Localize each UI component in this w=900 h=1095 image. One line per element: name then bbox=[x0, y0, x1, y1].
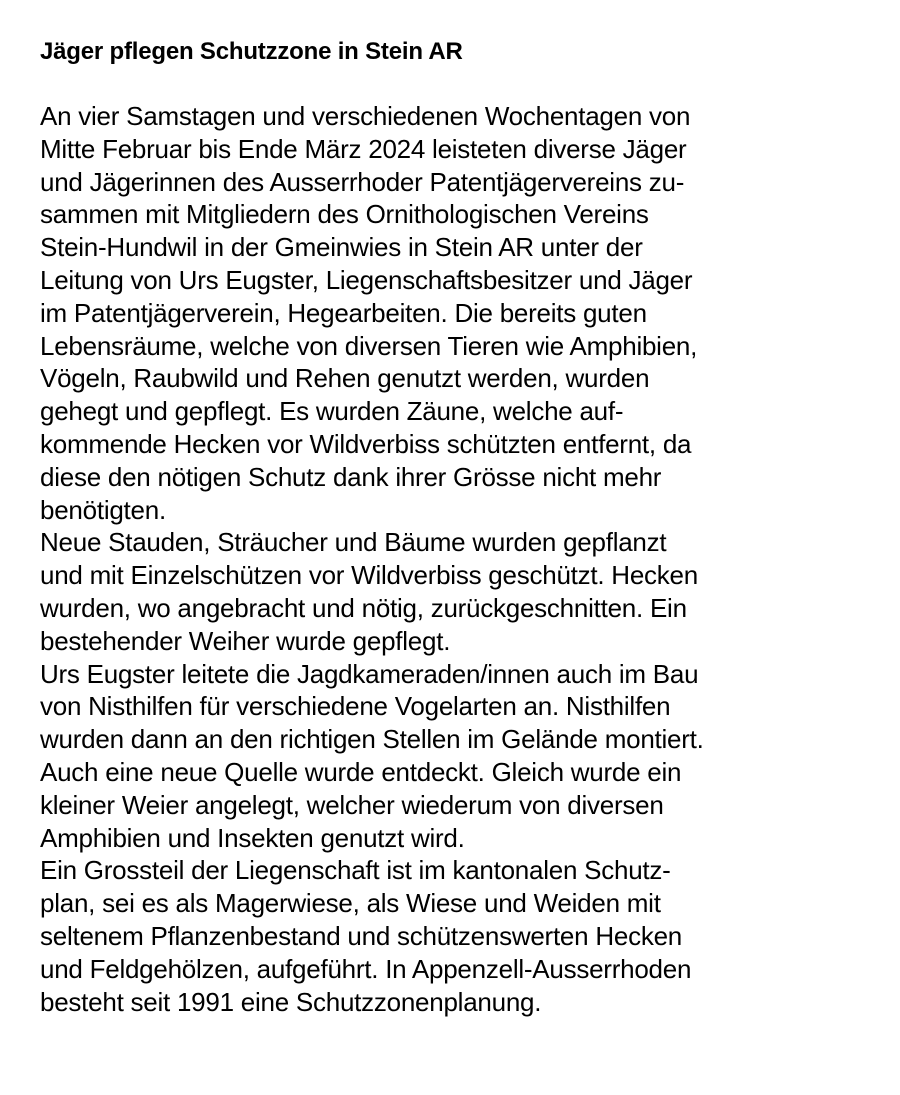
text-line: seltenem Pflanzenbestand und schützenswerten Hecken bbox=[40, 920, 682, 951]
text-line: und Jägerinnen des Ausserrhoder Patentjägervereins zu- bbox=[40, 166, 685, 197]
text-line: und mit Einzelschützen vor Wildverbiss geschützt. Hecken bbox=[40, 560, 698, 591]
text-line: Stein-Hundwil in der Gmeinwies in Stein AR unter der bbox=[40, 232, 643, 263]
text-line: besteht seit 1991 eine Schutzzonenplanung. bbox=[40, 986, 542, 1017]
text-line: Urs Eugster leitete die Jagdkameraden/innen auch im Bau bbox=[40, 658, 699, 689]
text-line: Vögeln, Raubwild und Rehen genutzt werden, wurden bbox=[40, 363, 650, 394]
article-title: Jäger pflegen Schutzzone in Stein AR bbox=[40, 38, 463, 65]
text-line: von Nisthilfen für verschiedene Vogelarten an. Nisthilfen bbox=[40, 691, 671, 722]
text-line: sammen mit Mitgliedern des Ornithologischen Vereins bbox=[40, 199, 649, 230]
text-line: Ein Grossteil der Liegenschaft ist im kantonalen Schutz- bbox=[40, 855, 671, 886]
text-line: benötigten. bbox=[40, 494, 166, 525]
text-line: kommende Hecken vor Wildverbiss schützten entfernt, da bbox=[40, 428, 692, 459]
text-line: Neue Stauden, Sträucher und Bäume wurden gepflanzt bbox=[40, 527, 667, 558]
text-line: An vier Samstagen und verschiedenen Wochentagen von bbox=[40, 101, 691, 131]
text-line: im Patentjägerverein, Hegearbeiten. Die bereits guten bbox=[40, 297, 647, 328]
text-line: Mitte Februar bis Ende März 2024 leisteten diverse Jäger bbox=[40, 133, 687, 164]
text-line: bestehender Weiher wurde gepflegt. bbox=[40, 625, 451, 656]
text-line: Amphibien und Insekten genutzt wird. bbox=[40, 822, 465, 853]
text-line: Auch eine neue Quelle wurde entdeckt. Gleich wurde ein bbox=[40, 756, 682, 787]
text-line: Lebensräume, welche von diversen Tieren wie Amphibien, bbox=[40, 330, 698, 361]
text-line: diese den nötigen Schutz dank ihrer Grösse nicht mehr bbox=[40, 461, 662, 492]
text-line: wurden, wo angebracht und nötig, zurückgeschnitten. Ein bbox=[40, 592, 687, 623]
text-line: gehegt und gepflegt. Es wurden Zäune, welche auf- bbox=[40, 396, 624, 427]
text-line: und Feldgehölzen, aufgeführt. In Appenzell-Ausserrhoden bbox=[40, 953, 692, 984]
text-line: Leitung von Urs Eugster, Liegenschaftsbesitzer und Jäger bbox=[40, 264, 693, 295]
text-line: plan, sei es als Magerwiese, als Wiese und Weiden mit bbox=[40, 888, 661, 919]
article bbox=[40, 34, 870, 1018]
text-line: wurden dann an den richtigen Stellen im Gelände montiert. bbox=[40, 724, 704, 755]
article-body bbox=[40, 100, 870, 1018]
text-line: kleiner Weier angelegt, welcher wiederum von diversen bbox=[40, 789, 664, 820]
